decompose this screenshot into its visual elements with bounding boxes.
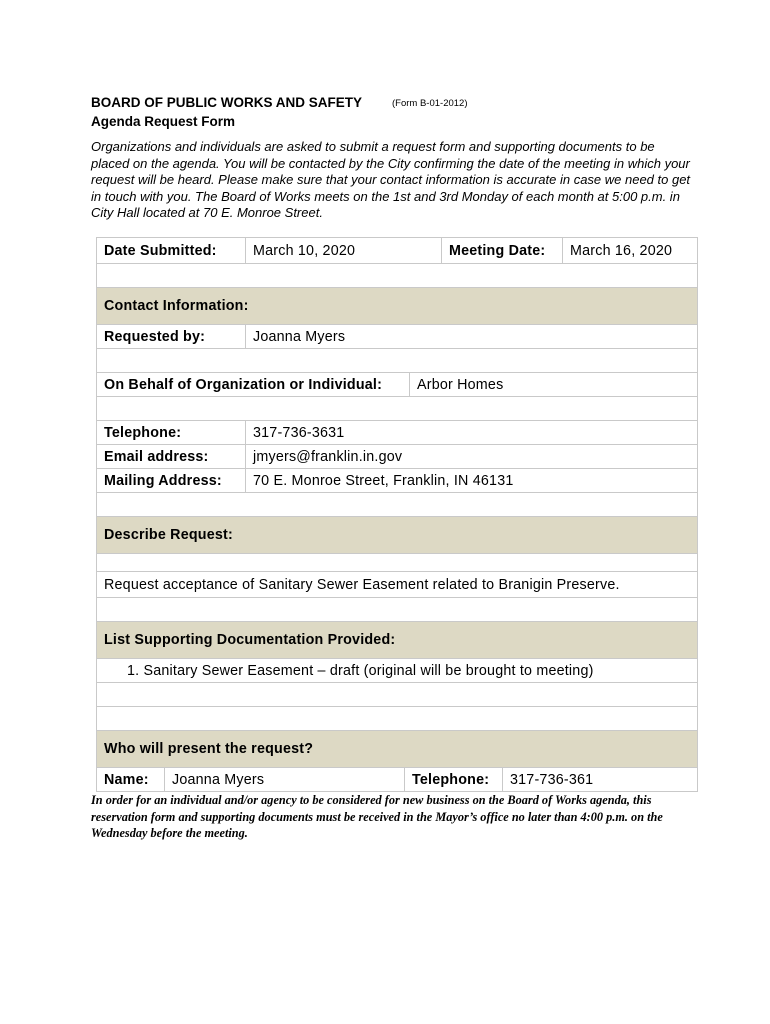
spacer-row (97, 598, 697, 622)
spacer-row (97, 397, 697, 421)
presenter-phone-label: Telephone: (404, 768, 502, 791)
title-line (91, 94, 691, 113)
form-code: (Form B-01-2012) (392, 98, 468, 109)
submission-deadline-note: In order for an individual and/or agency to be considered for new business on the Board of Works agenda, this reservation form and supporting documents must be received in the Mayor’s office no later than 4:00 p.m. on the Wednesday before the meeting. (91, 793, 663, 840)
spacer-row (97, 493, 697, 517)
form-subtitle: Agenda Request Form (91, 114, 236, 129)
telephone-row (97, 421, 697, 445)
meeting-date-value[interactable]: March 16, 2020 (562, 238, 697, 263)
doc-item[interactable]: 1. Sanitary Sewer Easement – draft (original will be brought to meeting) (127, 662, 594, 679)
presenter-name-label: Name: (104, 771, 149, 788)
doc-item-row (97, 659, 697, 683)
requested-by-row (97, 325, 697, 349)
behalf-value[interactable]: Arbor Homes (409, 373, 697, 396)
request-text[interactable]: Request acceptance of Sanitary Sewer Easement related to Branigin Preserve. (104, 576, 620, 593)
presenter-heading: Who will present the request? (104, 741, 314, 757)
behalf-row (97, 373, 697, 397)
behalf-label: On Behalf of Organization or Individual: (104, 376, 383, 393)
mailing-label: Mailing Address: (104, 472, 222, 489)
docs-heading: List Supporting Documentation Provided: (104, 632, 396, 648)
date-submitted-label: Date Submitted: (104, 242, 217, 259)
telephone-label: Telephone: (104, 424, 182, 441)
intro-paragraph: Organizations and individuals are asked to submit a request form and supporting documents to be placed on the agenda. You will be contacted by the City confirming the date of the meeting in which your request will be heard. Please make sure that your contact information is accurate in case we need to get in touch with you. The Board of Works meets on the 1st and 3rd Monday of each month at 5:00 p.m. in City Hall located at 70 E. Monroe Street. (91, 139, 691, 221)
requested-by-value[interactable]: Joanna Myers (245, 325, 697, 348)
date-row (97, 238, 697, 264)
agenda-request-table (96, 237, 698, 792)
spacer-row (97, 264, 697, 288)
board-title: BOARD OF PUBLIC WORKS AND SAFETY (91, 95, 362, 110)
telephone-value[interactable]: 317-736-3631 (245, 421, 697, 444)
presenter-phone-value[interactable]: 317-736-361 (502, 768, 697, 791)
meeting-date-label: Meeting Date: (441, 238, 562, 263)
contact-heading: Contact Information: (104, 298, 249, 314)
spacer-row (97, 683, 697, 707)
docs-section-header (97, 622, 697, 659)
email-value[interactable]: jmyers@franklin.in.gov (245, 445, 697, 468)
email-row (97, 445, 697, 469)
presenter-section-header (97, 731, 697, 768)
contact-section-header (97, 288, 697, 325)
describe-heading: Describe Request: (104, 527, 233, 543)
mailing-row (97, 469, 697, 493)
presenter-row (97, 768, 697, 792)
email-label: Email address: (104, 448, 209, 465)
request-row (97, 572, 697, 598)
presenter-name-value[interactable]: Joanna Myers (164, 768, 404, 791)
date-submitted-value[interactable]: March 10, 2020 (245, 238, 441, 263)
form-header (91, 94, 691, 130)
spacer-row (97, 349, 697, 373)
spacer-row (97, 554, 697, 572)
describe-section-header (97, 517, 697, 554)
spacer-row (97, 707, 697, 731)
requested-by-label: Requested by: (104, 328, 206, 345)
mailing-value[interactable]: 70 E. Monroe Street, Franklin, IN 46131 (245, 469, 697, 492)
